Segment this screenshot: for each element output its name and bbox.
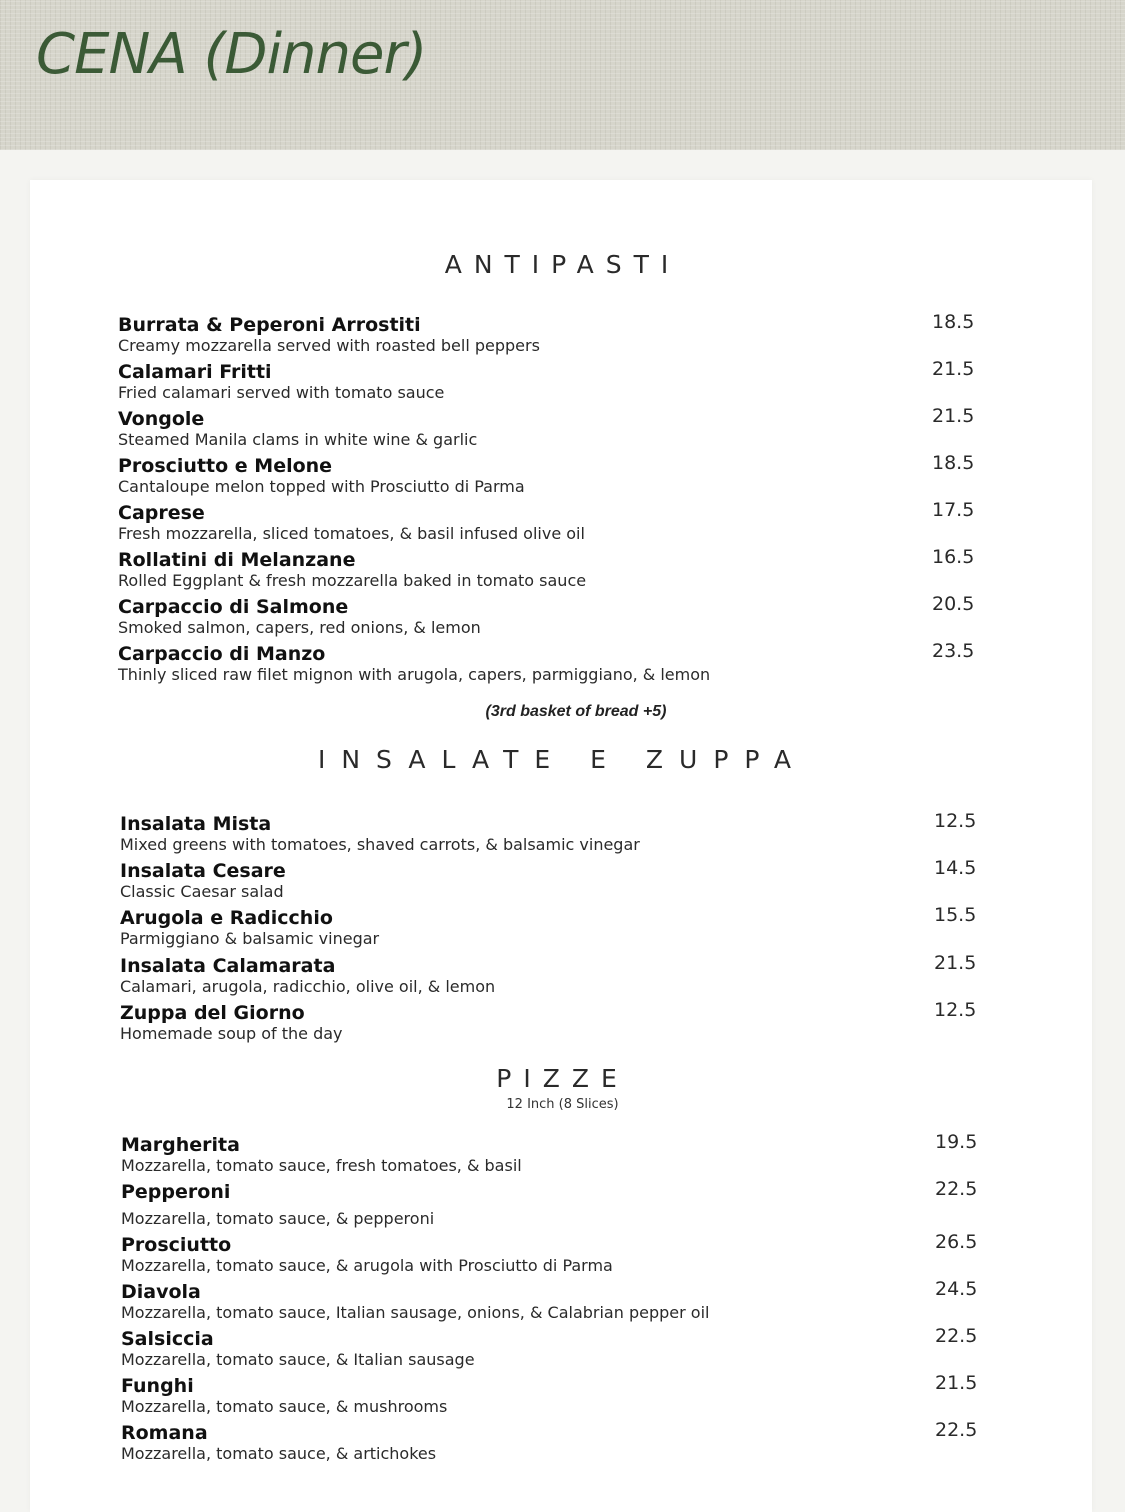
section-title-insalate: INSALATE E ZUPPA <box>317 745 807 774</box>
menu-item <box>121 1231 1001 1276</box>
item-name: Insalata Calamarata <box>120 955 336 977</box>
item-price: 21.5 <box>932 358 975 380</box>
bread-note: (3rd basket of bread +5) <box>485 703 667 720</box>
item-name: Salsiccia <box>121 1328 214 1350</box>
item-price: 26.5 <box>935 1231 978 1253</box>
item-name: Diavola <box>121 1281 201 1303</box>
item-name: Vongole <box>118 408 205 430</box>
item-name: Romana <box>121 1422 208 1444</box>
item-name: Margherita <box>121 1134 240 1156</box>
item-price: 17.5 <box>932 499 975 521</box>
menu-item <box>121 1278 1001 1323</box>
item-price: 22.5 <box>935 1178 978 1200</box>
item-description: Mixed greens with tomatoes, shaved carrots, & balsamic vinegar <box>120 835 640 854</box>
menu-item <box>118 640 998 685</box>
item-description: Mozzarella, tomato sauce, fresh tomatoes, & basil <box>121 1156 522 1175</box>
menu-item <box>120 857 1000 902</box>
item-description: Mozzarella, tomato sauce, & Italian sausage <box>121 1350 475 1369</box>
menu-item <box>118 546 998 591</box>
menu-item <box>120 904 1000 949</box>
item-price: 22.5 <box>935 1325 978 1347</box>
item-name: Prosciutto <box>121 1234 232 1256</box>
item-price: 24.5 <box>935 1278 978 1300</box>
item-price: 12.5 <box>934 810 977 832</box>
item-name: Caprese <box>118 502 205 524</box>
menu-item <box>121 1325 1001 1370</box>
item-name: Rollatini di Melanzane <box>118 549 356 571</box>
menu-item <box>121 1178 1001 1229</box>
menu-item <box>120 810 1000 855</box>
item-price: 21.5 <box>934 952 977 974</box>
item-price: 22.5 <box>935 1419 978 1441</box>
item-name: Insalata Cesare <box>120 860 286 882</box>
item-name: Zuppa del Giorno <box>120 1002 305 1024</box>
item-description: Cantaloupe melon topped with Prosciutto di Parma <box>118 477 525 496</box>
item-name: Pepperoni <box>121 1181 231 1203</box>
item-description: Thinly sliced raw filet mignon with arugola, capers, parmiggiano, & lemon <box>118 665 711 684</box>
item-name: Carpaccio di Manzo <box>118 643 326 665</box>
item-price: 21.5 <box>932 405 975 427</box>
page-title: CENA (Dinner) <box>36 22 427 87</box>
item-price: 23.5 <box>932 640 975 662</box>
item-description: Mozzarella, tomato sauce, Italian sausage, onions, & Calabrian pepper oil <box>121 1303 710 1322</box>
menu-item <box>121 1131 1001 1176</box>
item-description: Calamari, arugola, radicchio, olive oil, & lemon <box>120 977 496 996</box>
item-name: Arugola e Radicchio <box>120 907 333 929</box>
item-description: Mozzarella, tomato sauce, & arugola with Prosciutto di Parma <box>121 1256 613 1275</box>
menu-header <box>0 0 1125 150</box>
item-name: Insalata Mista <box>120 813 272 835</box>
item-description: Steamed Manila clams in white wine & garlic <box>118 430 478 449</box>
item-name: Funghi <box>121 1375 194 1397</box>
menu-item <box>118 358 998 403</box>
item-description: Classic Caesar salad <box>120 882 284 901</box>
item-description: Creamy mozzarella served with roasted bell peppers <box>118 336 540 355</box>
menu-item <box>118 499 998 544</box>
section-title-antipasti: ANTIPASTI <box>444 250 681 279</box>
item-name: Prosciutto e Melone <box>118 455 333 477</box>
menu-item <box>121 1419 1001 1464</box>
item-name: Calamari Fritti <box>118 361 272 383</box>
item-description: Parmiggiano & balsamic vinegar <box>120 929 380 948</box>
item-price: 20.5 <box>932 593 975 615</box>
menu-item <box>120 952 1000 997</box>
item-description: Mozzarella, tomato sauce, & artichokes <box>121 1444 437 1463</box>
menu-item <box>120 999 1000 1044</box>
item-name: Burrata & Peperoni Arrostiti <box>118 314 421 336</box>
menu-item <box>118 311 998 356</box>
item-price: 19.5 <box>935 1131 978 1153</box>
item-description: Mozzarella, tomato sauce, & mushrooms <box>121 1397 448 1416</box>
menu-item <box>121 1372 1001 1417</box>
item-price: 18.5 <box>932 452 975 474</box>
item-description: Fried calamari served with tomato sauce <box>118 383 445 402</box>
item-price: 14.5 <box>934 857 977 879</box>
item-name: Carpaccio di Salmone <box>118 596 349 618</box>
item-description: Smoked salmon, capers, red onions, & lemon <box>118 618 481 637</box>
menu-item <box>118 452 998 497</box>
item-description: Homemade soup of the day <box>120 1024 343 1043</box>
item-description: Mozzarella, tomato sauce, & pepperoni <box>121 1209 435 1228</box>
item-price: 12.5 <box>934 999 977 1021</box>
menu-item <box>118 405 998 450</box>
item-price: 18.5 <box>932 311 975 333</box>
menu-item <box>118 593 998 638</box>
item-price: 16.5 <box>932 546 975 568</box>
item-description: Rolled Eggplant & fresh mozzarella baked in tomato sauce <box>118 571 587 590</box>
item-price: 15.5 <box>934 904 977 926</box>
section-title-pizze: PIZZE <box>496 1064 629 1093</box>
item-description: Fresh mozzarella, sliced tomatoes, & basil infused olive oil <box>118 524 585 543</box>
pizze-subtitle: 12 Inch (8 Slices) <box>506 1097 619 1112</box>
item-price: 21.5 <box>935 1372 978 1394</box>
